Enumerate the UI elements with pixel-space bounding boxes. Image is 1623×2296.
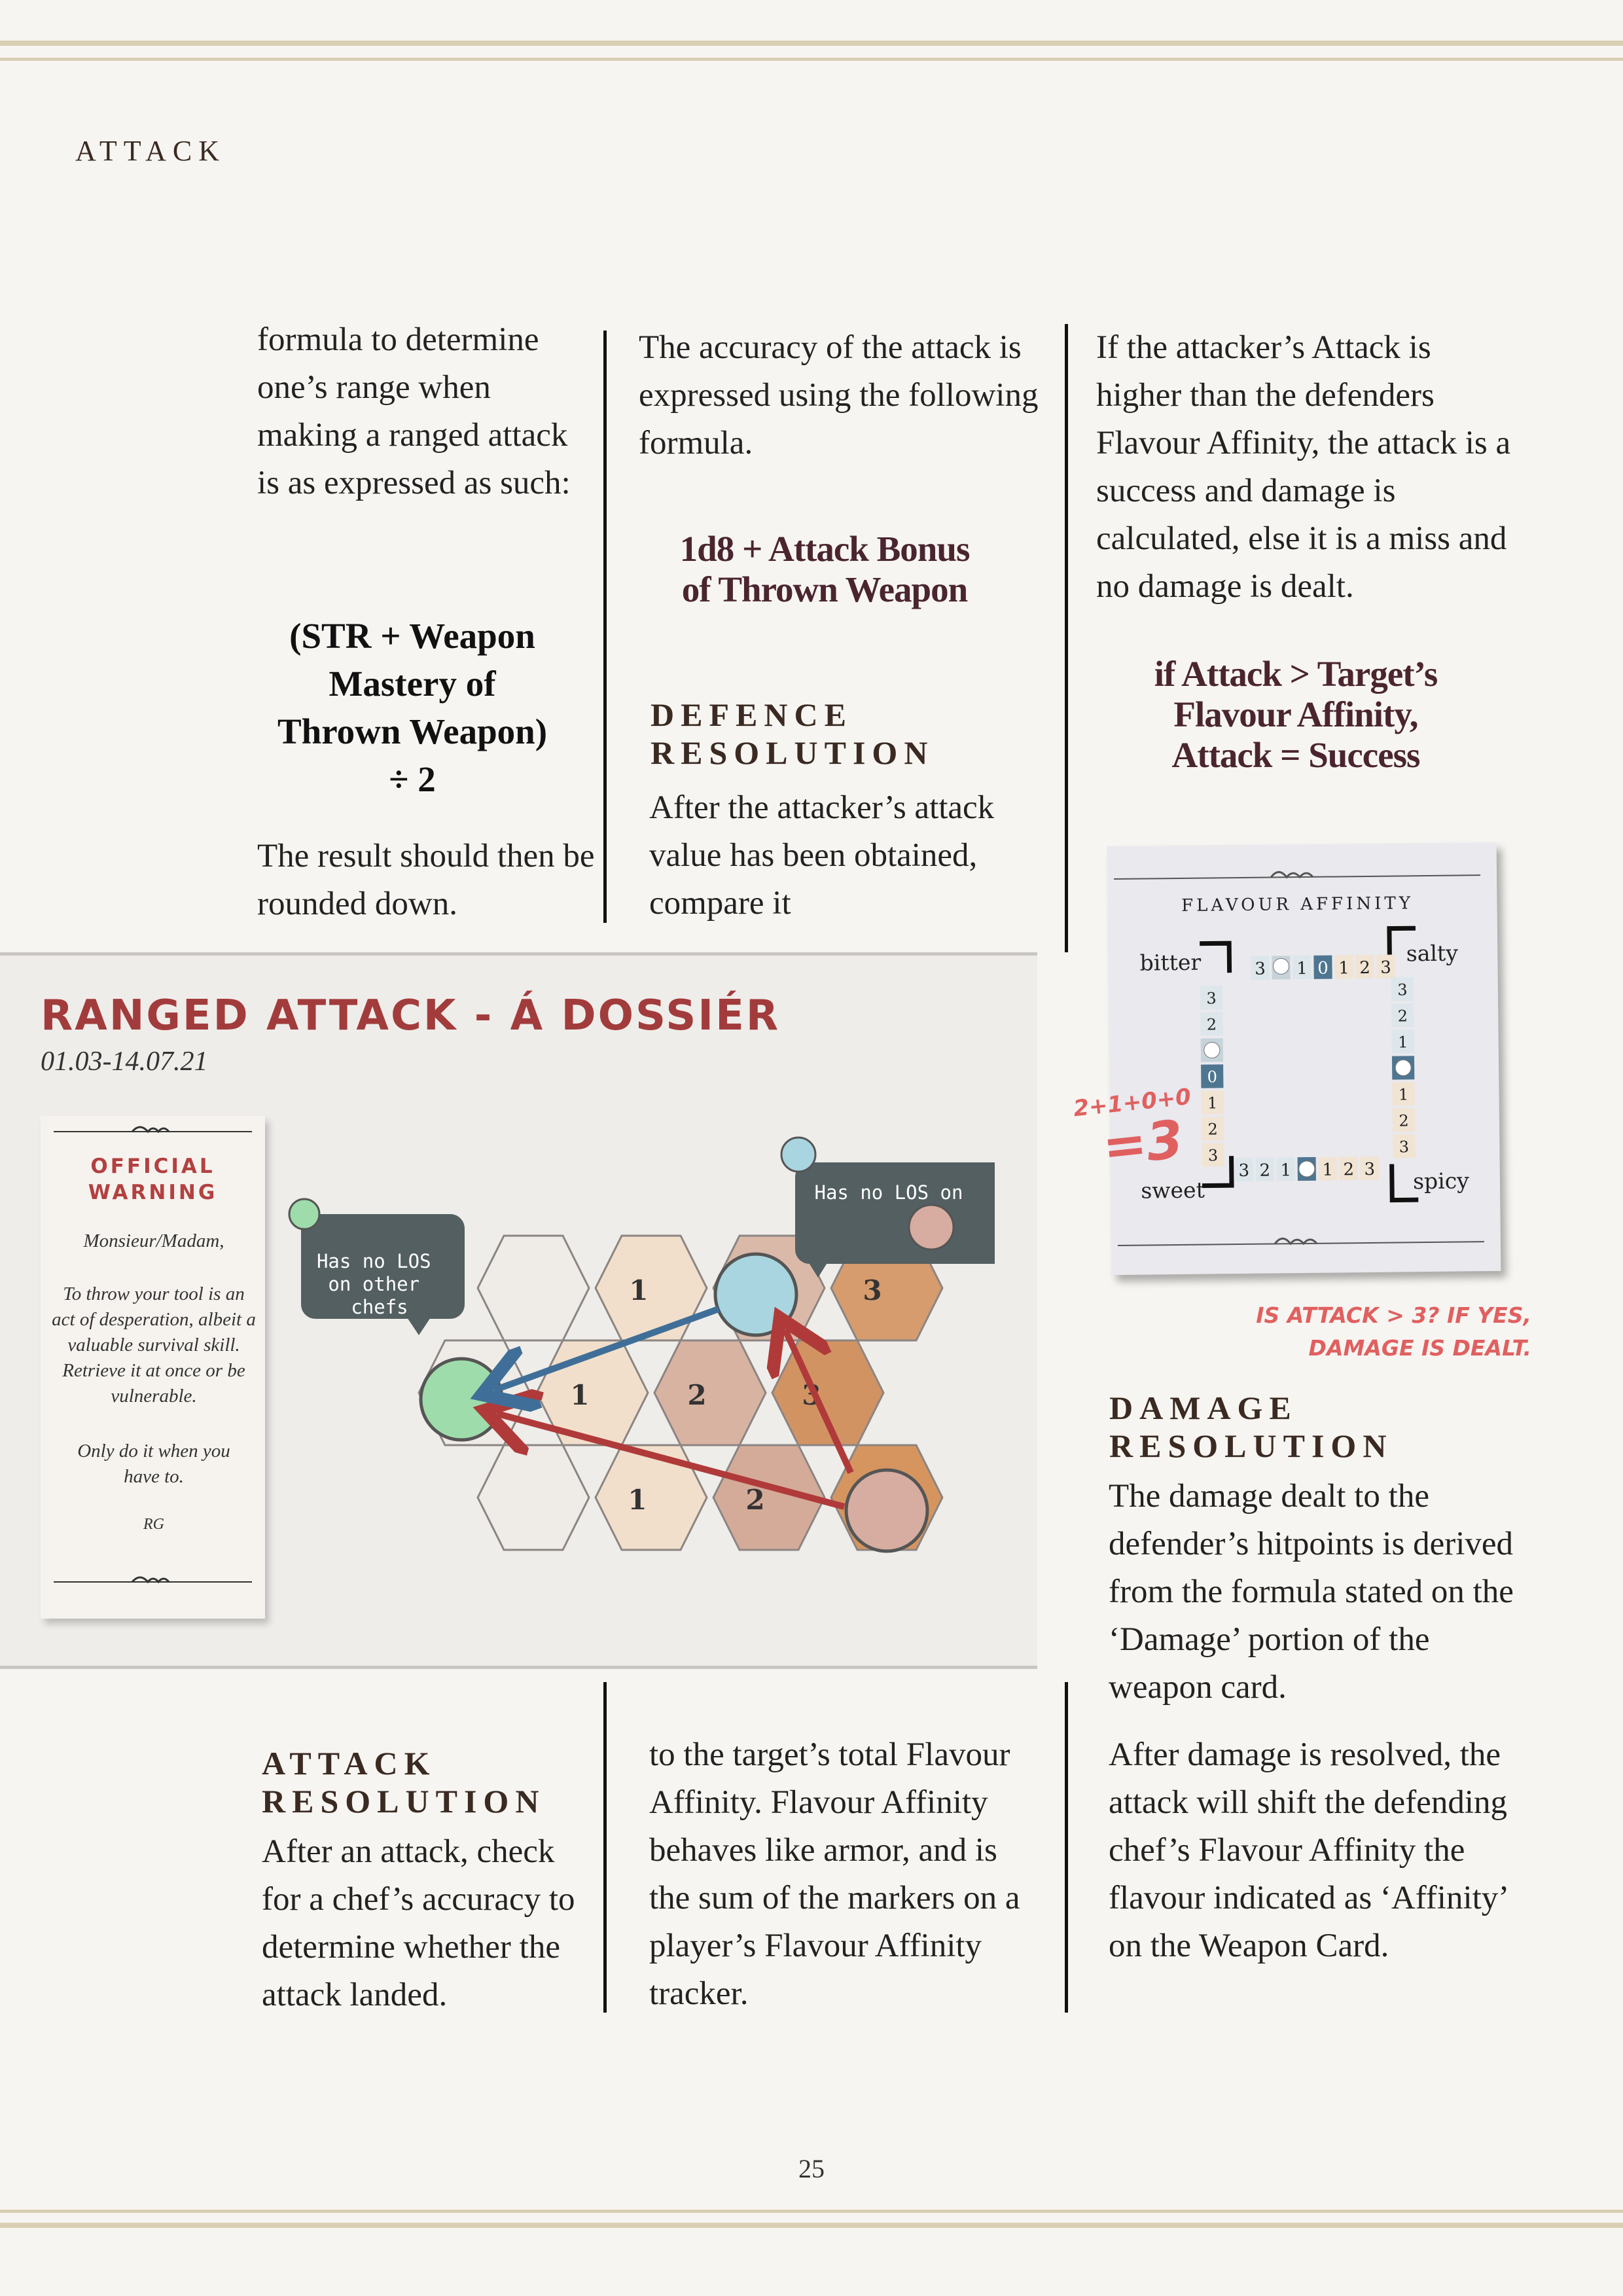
svg-text:1: 1: [1397, 1033, 1408, 1052]
svg-text:2: 2: [1259, 1160, 1271, 1181]
defence-resolution-heading: DEFENCE RESOLUTION: [651, 696, 935, 771]
svg-text:3: 3: [1397, 980, 1408, 999]
hex-number: 2: [745, 1484, 765, 1516]
hex-number: 1: [570, 1379, 590, 1411]
label-salty: salty: [1406, 940, 1459, 967]
column-divider: [603, 331, 607, 923]
hex-number: 3: [863, 1274, 882, 1306]
hex-cell: [596, 1236, 707, 1340]
hex-number: 1: [628, 1484, 647, 1516]
warning-signature: RG: [143, 1516, 164, 1533]
flavour-affinity-text: to the target’s total Flavour Affinity. Flavour Affinity behaves like armor, and is the sum of the markers on a player’s Flavour Affinity tracker.: [649, 1736, 1020, 2012]
bottom-border: [0, 2223, 1623, 2228]
accuracy-intro-text: The accuracy of the attack is expressed using the following formula.: [639, 329, 1039, 461]
svg-text:0: 0: [1317, 958, 1329, 978]
label-bitter: bitter: [1139, 949, 1202, 976]
blue-chef-token: [715, 1254, 796, 1335]
top-border: [0, 41, 1623, 46]
blue-chef-indicator: [781, 1138, 815, 1172]
svg-text:3: 3: [1255, 959, 1266, 979]
flavour-affinity-tracker: [1107, 842, 1501, 1275]
dossier-date: 01.03-14.07.21: [41, 1047, 208, 1077]
green-chef-indicator: [289, 1199, 319, 1229]
los-bubble-right: [795, 1162, 995, 1264]
svg-text:3: 3: [1207, 1146, 1219, 1165]
svg-text:1: 1: [1338, 958, 1349, 978]
damage-shift-text: After damage is resolved, the attack will shift the defending chef’s Flavour Affinity the flavour indicated as ‘Affinity’ on the Weapon Card.: [1109, 1736, 1507, 1964]
label-sweet: sweet: [1141, 1177, 1205, 1204]
column-divider: [1065, 324, 1068, 952]
svg-text:3: 3: [1206, 989, 1217, 1008]
hex-number: 3: [802, 1379, 821, 1411]
range-formula: (STR + Weapon Mastery of Thrown Weapon) ÷ 2: [277, 616, 548, 799]
dossier-title: RANGED ATTACK - Á DOSSIÉR: [41, 992, 781, 1040]
svg-text:1: 1: [1280, 1160, 1292, 1181]
warning-salutation: Monsieur/Madam,: [83, 1230, 224, 1251]
success-intro-text: If the attacker’s Attack is higher than the defenders Flavour Affinity, the attack is a success and damage is calculated, else it is a miss and no damage is dealt.: [1096, 329, 1511, 605]
svg-text:Has no LOS on other ch: Has no LOS on other chefs: [316, 1250, 431, 1318]
column-divider: [603, 1682, 607, 2013]
page-number: 25: [798, 2154, 825, 2183]
svg-text:2: 2: [1397, 1007, 1408, 1026]
svg-text:2: 2: [1207, 1120, 1218, 1139]
svg-text:0: 0: [1207, 1067, 1218, 1086]
svg-text:1: 1: [1296, 958, 1308, 979]
damage-resolution-text: The damage dealt to the defender’s hitpoints is derived from the formula stated on the ‘Damage’ portion of the weapon card.: [1109, 1478, 1514, 1706]
svg-text:1: 1: [1322, 1160, 1334, 1180]
column-divider: [1065, 1682, 1068, 2013]
hex-grid-diagram: [275, 1126, 995, 1604]
defence-resolution-text: After the attacker’s attack value has been obtained, compare it: [649, 789, 995, 922]
hex-cell: [478, 1236, 589, 1340]
green-chef-token: [421, 1359, 502, 1440]
top-border-thin: [0, 58, 1623, 61]
flavour-title: FLAVOUR AFFINITY: [1181, 893, 1414, 916]
svg-text:2: 2: [1399, 1111, 1409, 1130]
section-header: ATTACK: [75, 135, 226, 167]
range-rounding-text: The result should then be rounded down.: [257, 838, 595, 922]
attack-resolution-text: After an attack, check for a chef’s accuracy to determine whether the attack landed.: [262, 1833, 575, 2013]
svg-text:3: 3: [1380, 958, 1391, 978]
svg-text:1: 1: [1398, 1085, 1409, 1104]
bottom-border-thin: [0, 2210, 1623, 2213]
range-intro-text: formula to determine one’s range when making a ranged attack is as expressed as such:: [257, 321, 571, 501]
pink-chef-indicator: [909, 1205, 954, 1249]
hex-cell: [478, 1445, 589, 1550]
pink-chef-token: [846, 1470, 927, 1551]
svg-text:2: 2: [1343, 1160, 1355, 1180]
attack-resolution-heading: ATTACK RESOLUTION: [262, 1745, 546, 1820]
hex-cell: [654, 1340, 766, 1445]
svg-text:3: 3: [1364, 1159, 1376, 1180]
hex-cell: [596, 1445, 707, 1550]
hex-number: 2: [687, 1379, 707, 1411]
damage-resolution-heading: DAMAGE RESOLUTION: [1109, 1390, 1393, 1464]
svg-text:3: 3: [1238, 1160, 1250, 1181]
warning-footer: Only do it when you have to.: [77, 1441, 230, 1487]
hex-number: 1: [629, 1274, 649, 1306]
bubble-right-text: Has no LOS on: [814, 1181, 963, 1204]
attack-threshold-note: IS ATTACK > 3? IF YES, DAMAGE IS DEALT.: [1256, 1302, 1531, 1361]
accuracy-formula: 1d8 + Attack Bonus of Thrown Weapon: [679, 529, 970, 609]
handwritten-sum: 2+1+0+0: [1072, 1083, 1192, 1122]
svg-text:2: 2: [1359, 958, 1370, 978]
svg-text:1: 1: [1207, 1094, 1218, 1113]
success-formula: if Attack > Target’s Flavour Affinity, Attack = Success: [1154, 654, 1438, 775]
warning-title: OFFICIAL WARNING: [88, 1155, 218, 1204]
svg-text:3: 3: [1399, 1138, 1410, 1157]
warning-body: To throw your tool is an act of desperation, albeit a valuable survival skill. Retrieve it at once or be vulnerable.: [52, 1283, 256, 1407]
svg-text:2: 2: [1206, 1015, 1217, 1034]
label-spicy: spicy: [1412, 1168, 1470, 1194]
handwritten-result: =3: [1099, 1108, 1186, 1178]
